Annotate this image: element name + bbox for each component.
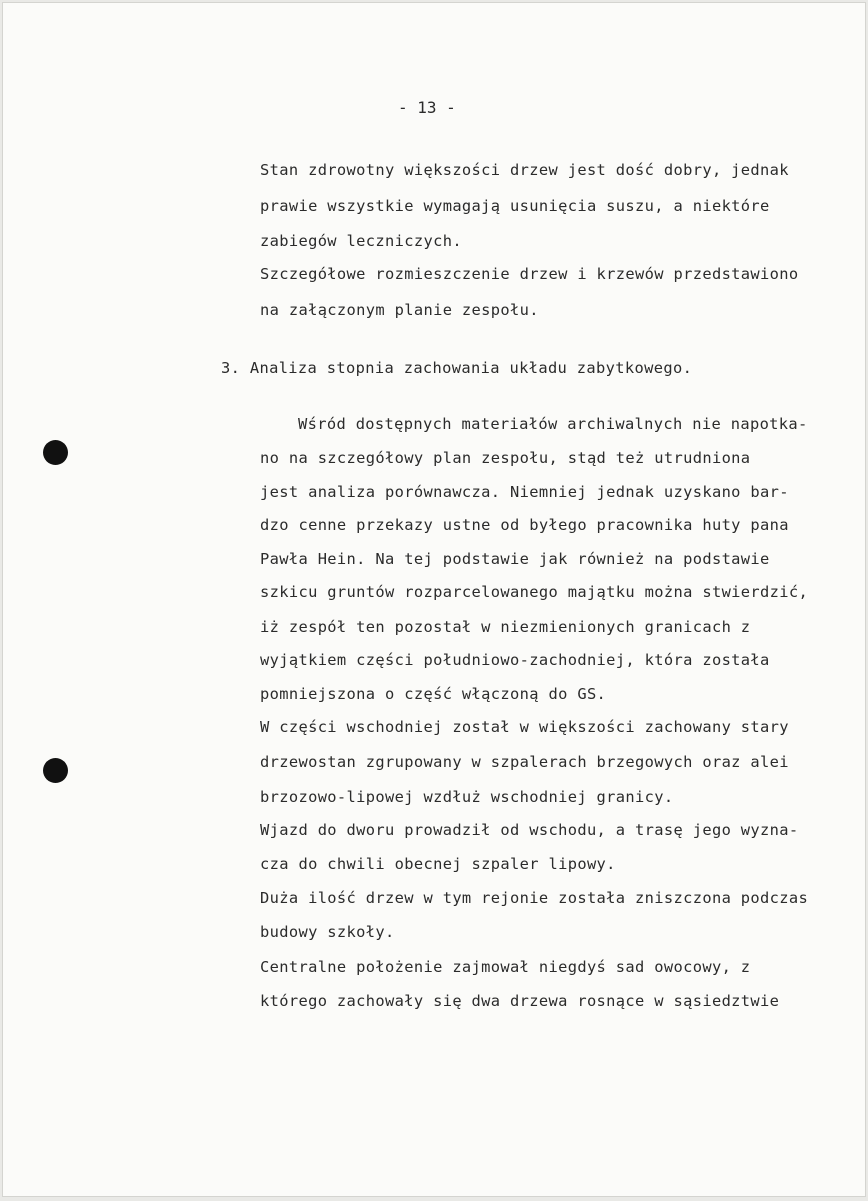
text-line: brzozowo-lipowej wzdłuż wschodniej granicy. [260, 788, 674, 806]
text-line: Wjazd do dworu prowadził od wschodu, a trasę jego wyzna- [260, 821, 799, 839]
section-heading: 3. Analiza stopnia zachowania układu zabytkowego. [221, 359, 693, 377]
text-line: pomniejszona o część włączoną do GS. [260, 685, 607, 703]
text-line: prawie wszystkie wymagają usunięcia suszu, a niektóre [260, 197, 770, 215]
text-line: dzo cenne przekazy ustne od byłego pracownika huty pana [260, 516, 789, 534]
text-line: Duża ilość drzew w tym rejonie została zniszczona podczas [260, 889, 809, 907]
text-line: Stan zdrowotny większości drzew jest dość dobry, jednak [260, 161, 789, 179]
text-line: cza do chwili obecnej szpaler lipowy. [260, 855, 616, 873]
text-line: Pawła Hein. Na tej podstawie jak również na podstawie [260, 550, 770, 568]
text-line: na załączonym planie zespołu. [260, 301, 539, 319]
text-line: no na szczegółowy plan zespołu, stąd też utrudniona [260, 449, 751, 467]
text-line: Centralne położenie zajmował niegdyś sad owocowy, z [260, 958, 751, 976]
text-line: Wśród dostępnych materiałów archiwalnych nie napotka- [298, 415, 808, 433]
text-line: szkicu gruntów rozparcelowanego majątku można stwierdzić, [260, 583, 809, 601]
text-line: drzewostan zgrupowany w szpalerach brzegowych oraz alei [260, 753, 789, 771]
page-number: - 13 - [398, 98, 456, 117]
text-line: iż zespół ten pozostał w niezmienionych granicach z [260, 618, 751, 636]
text-line: jest analiza porównawcza. Niemniej jednak uzyskano bar- [260, 483, 789, 501]
text-line: Szczegółowe rozmieszczenie drzew i krzewów przedstawiono [260, 265, 799, 283]
text-line: wyjątkiem części południowo-zachodniej, która została [260, 651, 770, 669]
punch-hole-top [43, 440, 68, 465]
text-line: którego zachowały się dwa drzewa rosnące w sąsiedztwie [260, 992, 780, 1010]
text-line: zabiegów leczniczych. [260, 232, 462, 250]
document-page [2, 2, 866, 1197]
text-line: W części wschodniej został w większości zachowany stary [260, 718, 789, 736]
text-line: budowy szkoły. [260, 923, 395, 941]
punch-hole-bottom [43, 758, 68, 783]
